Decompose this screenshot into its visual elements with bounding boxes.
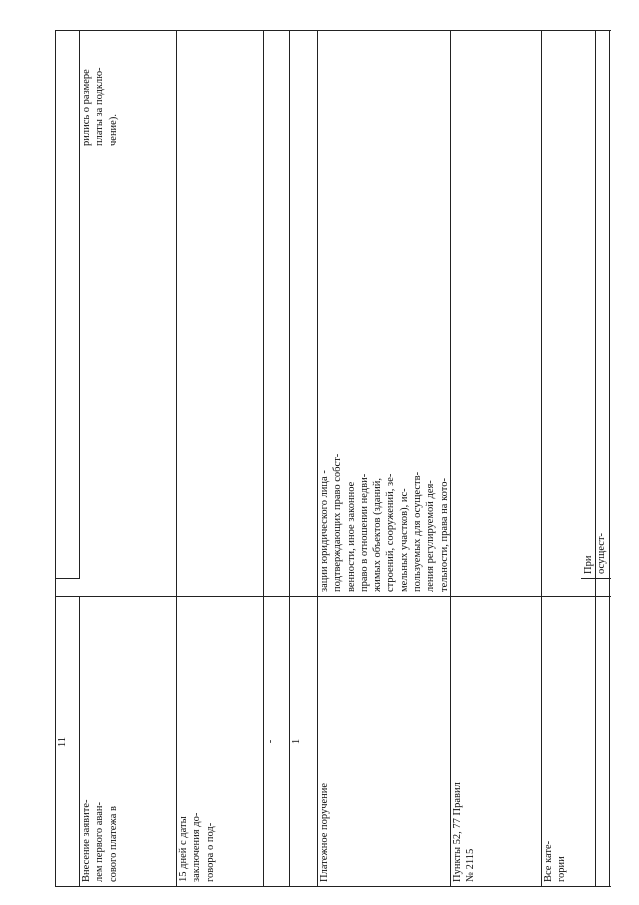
row-11-dash-cell: - — [265, 739, 276, 744]
number-column-divider-top — [55, 578, 79, 579]
row-11-documents-cell: Платежное поручение — [319, 782, 330, 882]
rotated-table-wrapper — [55, 30, 611, 887]
row-11-count-cell: 1 — [291, 738, 302, 745]
row-11-basis-cell: Пункты 52, 77 Правил № 2115 — [452, 782, 477, 882]
row-11-step-cell: Внесение заявите- лем первого аван- сового платежа в — [81, 799, 119, 882]
table-left-border — [55, 886, 611, 887]
row-11-category-cell: Все кате- гории — [543, 840, 568, 882]
number-column-divider-bottom — [581, 578, 611, 579]
row-11-number-cell: 11 — [57, 736, 68, 748]
procedure-table — [55, 30, 611, 887]
row-11-term-cell: 15 дней с даты заключения до- говора о под- — [178, 812, 216, 882]
previous-row-documents-cell: зации юридического лица - подтверждающих право собст- венности, иное законное право в отношении недви- жимых объектов (зданий, строений, сооружений, зе- мельных участков), ис- пользуемых для осуществ- ления регулируемой дея- тельности, права на кото- — [319, 453, 450, 592]
row-11-condition-cell: При осущест- — [583, 532, 608, 574]
previous-row-step-cell: рились о размере платы за подклю- чение). — [81, 67, 119, 146]
